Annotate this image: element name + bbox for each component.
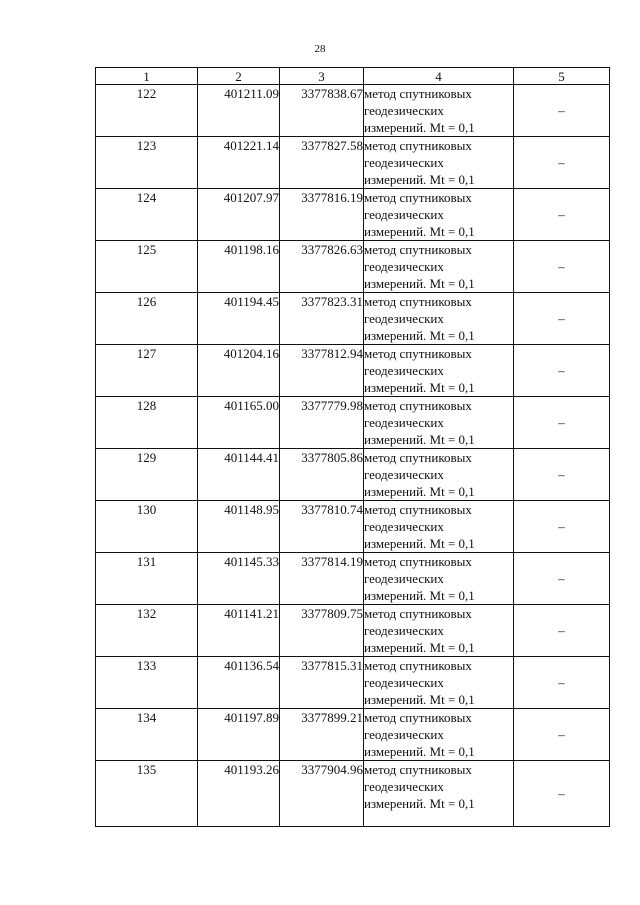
method-cell: [364, 85, 514, 137]
table-row: [96, 397, 610, 449]
method-cell: [364, 293, 514, 345]
method-line: геодезических: [364, 207, 444, 222]
note-cell: –: [514, 137, 610, 189]
note-cell: –: [514, 293, 610, 345]
y-coordinate-cell: 3377827.58: [280, 137, 364, 189]
header-cell-3: 3: [280, 68, 364, 85]
point-number-cell: 132: [96, 605, 198, 657]
method-line: измерений. Mt = 0,1: [364, 744, 475, 759]
y-coordinate-cell: 3377826.63: [280, 241, 364, 293]
note-cell: –: [514, 345, 610, 397]
table-row: [96, 449, 610, 501]
table-row: [96, 85, 610, 137]
method-cell: [364, 345, 514, 397]
method-line: геодезических: [364, 155, 444, 170]
table-body: [96, 85, 610, 827]
point-number-cell: 124: [96, 189, 198, 241]
x-coordinate-cell: 401148.95: [198, 501, 280, 553]
method-line: измерений. Mt = 0,1: [364, 640, 475, 655]
point-number-cell: 134: [96, 709, 198, 761]
method-line: геодезических: [364, 467, 444, 482]
method-line: метод спутниковых: [364, 294, 472, 309]
method-line: метод спутниковых: [364, 242, 472, 257]
method-line: геодезических: [364, 311, 444, 326]
method-line: геодезических: [364, 415, 444, 430]
method-line: геодезических: [364, 571, 444, 586]
method-line: метод спутниковых: [364, 398, 472, 413]
y-coordinate-cell: 3377810.74: [280, 501, 364, 553]
method-line: метод спутниковых: [364, 710, 472, 725]
method-cell: [364, 553, 514, 605]
method-line: геодезических: [364, 519, 444, 534]
x-coordinate-cell: 401136.54: [198, 657, 280, 709]
point-number-cell: 126: [96, 293, 198, 345]
note-cell: –: [514, 501, 610, 553]
method-cell: [364, 189, 514, 241]
point-number-cell: 123: [96, 137, 198, 189]
method-cell: [364, 397, 514, 449]
method-line: метод спутниковых: [364, 138, 472, 153]
method-line: измерений. Mt = 0,1: [364, 276, 475, 291]
point-number-cell: 133: [96, 657, 198, 709]
method-line: измерений. Mt = 0,1: [364, 328, 475, 343]
y-coordinate-cell: 3377812.94: [280, 345, 364, 397]
method-line: геодезических: [364, 675, 444, 690]
header-cell-5: 5: [514, 68, 610, 85]
method-line: метод спутниковых: [364, 450, 472, 465]
method-line: геодезических: [364, 727, 444, 742]
header-cell-4: 4: [364, 68, 514, 85]
table-row: [96, 293, 610, 345]
y-coordinate-cell: 3377904.96: [280, 761, 364, 827]
x-coordinate-cell: 401207.97: [198, 189, 280, 241]
method-line: метод спутниковых: [364, 502, 472, 517]
note-cell: –: [514, 657, 610, 709]
note-cell: –: [514, 709, 610, 761]
method-line: геодезических: [364, 259, 444, 274]
x-coordinate-cell: 401198.16: [198, 241, 280, 293]
method-line: метод спутниковых: [364, 190, 472, 205]
method-line: метод спутниковых: [364, 762, 472, 777]
method-line: метод спутниковых: [364, 606, 472, 621]
note-cell: –: [514, 449, 610, 501]
header-cell-1: 1: [96, 68, 198, 85]
method-line: измерений. Mt = 0,1: [364, 380, 475, 395]
method-line: измерений. Mt = 0,1: [364, 796, 475, 811]
x-coordinate-cell: 401193.26: [198, 761, 280, 827]
header-row: [96, 68, 610, 85]
method-line: геодезических: [364, 363, 444, 378]
x-coordinate-cell: 401221.14: [198, 137, 280, 189]
x-coordinate-cell: 401144.41: [198, 449, 280, 501]
method-line: измерений. Mt = 0,1: [364, 588, 475, 603]
method-cell: [364, 605, 514, 657]
point-number-cell: 122: [96, 85, 198, 137]
table-row: [96, 501, 610, 553]
table-row: [96, 345, 610, 397]
y-coordinate-cell: 3377823.31: [280, 293, 364, 345]
method-line: измерений. Mt = 0,1: [364, 536, 475, 551]
table-row: [96, 189, 610, 241]
point-number-cell: 131: [96, 553, 198, 605]
point-number-cell: 135: [96, 761, 198, 827]
point-number-cell: 129: [96, 449, 198, 501]
table-row: [96, 241, 610, 293]
method-cell: [364, 761, 514, 827]
method-cell: [364, 449, 514, 501]
point-number-cell: 128: [96, 397, 198, 449]
table-row: [96, 137, 610, 189]
method-line: геодезических: [364, 623, 444, 638]
method-line: измерений. Mt = 0,1: [364, 692, 475, 707]
method-line: геодезических: [364, 103, 444, 118]
note-cell: –: [514, 553, 610, 605]
note-cell: –: [514, 241, 610, 293]
method-line: метод спутниковых: [364, 554, 472, 569]
y-coordinate-cell: 3377838.67: [280, 85, 364, 137]
method-line: метод спутниковых: [364, 658, 472, 673]
method-cell: [364, 709, 514, 761]
y-coordinate-cell: 3377805.86: [280, 449, 364, 501]
note-cell: –: [514, 397, 610, 449]
method-cell: [364, 501, 514, 553]
table-row: [96, 605, 610, 657]
y-coordinate-cell: 3377814.19: [280, 553, 364, 605]
note-cell: –: [514, 85, 610, 137]
method-line: геодезических: [364, 779, 444, 794]
method-cell: [364, 137, 514, 189]
method-cell: [364, 657, 514, 709]
note-cell: –: [514, 761, 610, 827]
point-number-cell: 125: [96, 241, 198, 293]
y-coordinate-cell: 3377815.31: [280, 657, 364, 709]
x-coordinate-cell: 401141.21: [198, 605, 280, 657]
y-coordinate-cell: 3377779.98: [280, 397, 364, 449]
method-line: метод спутниковых: [364, 346, 472, 361]
coordinates-table: [95, 67, 610, 827]
x-coordinate-cell: 401204.16: [198, 345, 280, 397]
point-number-cell: 130: [96, 501, 198, 553]
note-cell: –: [514, 189, 610, 241]
table-row: [96, 761, 610, 827]
table-row: [96, 657, 610, 709]
header-cell-2: 2: [198, 68, 280, 85]
note-cell: –: [514, 605, 610, 657]
page-number: 28: [314, 43, 326, 55]
table-row: [96, 709, 610, 761]
x-coordinate-cell: 401194.45: [198, 293, 280, 345]
method-line: измерений. Mt = 0,1: [364, 120, 475, 135]
x-coordinate-cell: 401211.09: [198, 85, 280, 137]
x-coordinate-cell: 401165.00: [198, 397, 280, 449]
x-coordinate-cell: 401197.89: [198, 709, 280, 761]
method-line: измерений. Mt = 0,1: [364, 432, 475, 447]
y-coordinate-cell: 3377809.75: [280, 605, 364, 657]
method-cell: [364, 241, 514, 293]
y-coordinate-cell: 3377899.21: [280, 709, 364, 761]
x-coordinate-cell: 401145.33: [198, 553, 280, 605]
table-row: [96, 553, 610, 605]
y-coordinate-cell: 3377816.19: [280, 189, 364, 241]
method-line: метод спутниковых: [364, 86, 472, 101]
method-line: измерений. Mt = 0,1: [364, 172, 475, 187]
method-line: измерений. Mt = 0,1: [364, 484, 475, 499]
method-line: измерений. Mt = 0,1: [364, 224, 475, 239]
table-header: [96, 68, 610, 85]
point-number-cell: 127: [96, 345, 198, 397]
